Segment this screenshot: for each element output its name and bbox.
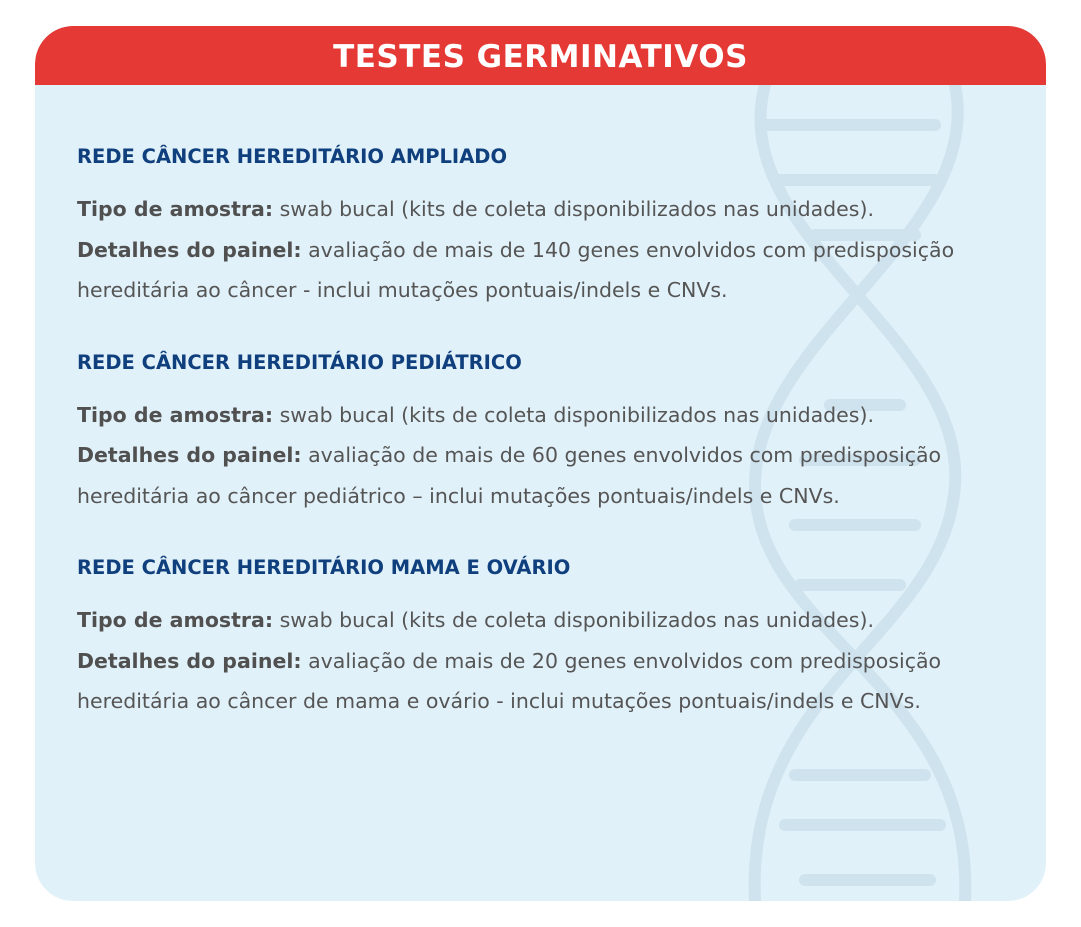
card-header — [35, 26, 1046, 85]
sample-type-label: Tipo de amostra: — [77, 197, 274, 221]
section-title: REDE CÂNCER HEREDITÁRIO AMPLIADO — [77, 145, 508, 168]
panel-details-label: Detalhes do painel: — [77, 648, 302, 673]
sample-type-label: Tipo de amostra: — [77, 402, 274, 427]
card-title: TESTES GERMINATIVOS — [333, 38, 748, 75]
sample-type-label: Tipo de amostra: — [77, 608, 274, 632]
section-description — [77, 600, 1017, 722]
panel-details-label: Detalhes do painel: — [77, 443, 302, 467]
panel-details-text: avaliação de mais de 20 genes envolvidos com predisposição hereditária ao câncer de mama e ovário - inclui mutações pontuais/indels e CNVs. — [77, 648, 942, 713]
panel-details-text: avaliação de mais de 140 genes envolvidos com predisposição hereditária ao câncer - inclui mutações pontuais/indels e CNVs. — [77, 237, 955, 302]
section-description — [77, 189, 1017, 311]
panel-details-text: avaliação de mais de 60 genes envolvidos com predisposição hereditária ao câncer pediátrico – inclui mutações pontuais/indels e CNVs. — [77, 443, 942, 508]
section-title: REDE CÂNCER HEREDITÁRIO PEDIÁTRICO — [77, 350, 522, 374]
section-title: REDE CÂNCER HEREDITÁRIO MAMA E OVÁRIO — [77, 556, 571, 579]
sample-type-text: swab bucal (kits de coleta disponibilizados nas unidades). — [273, 608, 874, 632]
section-description — [77, 395, 1017, 517]
card-content — [77, 139, 1017, 756]
section-pediatrico — [77, 345, 1017, 517]
germline-tests-card — [35, 26, 1046, 901]
panel-details-label: Detalhes do painel: — [77, 237, 302, 262]
section-mama-ovario — [77, 550, 1017, 722]
sample-type-text: swab bucal (kits de coleta disponibilizados nas unidades). — [273, 402, 874, 427]
sample-type-text: swab bucal (kits de coleta disponibilizados nas unidades). — [273, 197, 874, 221]
section-ampliado — [77, 139, 1017, 311]
